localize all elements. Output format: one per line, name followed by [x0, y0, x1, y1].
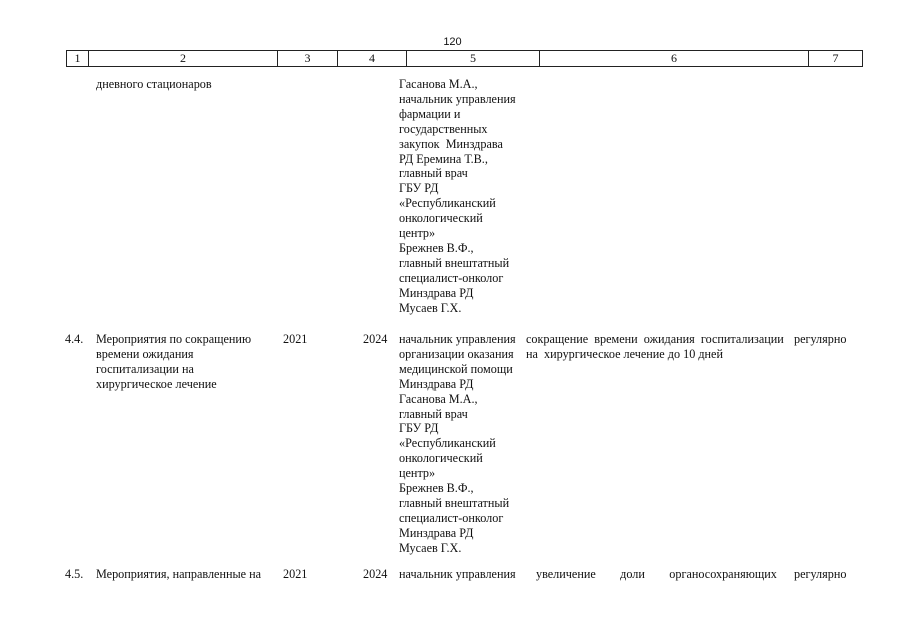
row-4-4-result	[526, 332, 784, 362]
header-col-3: 3	[278, 51, 338, 66]
text-line: главный врач	[399, 166, 468, 181]
text-line: Минздрава РД	[399, 376, 474, 391]
row-4-4-responsible	[399, 332, 516, 556]
header-col-1: 1	[67, 51, 89, 66]
text-line: Брежнев В.Ф.,	[399, 240, 474, 255]
row-4-5-number: 4.5.	[65, 567, 84, 581]
header-col-5: 5	[407, 51, 540, 66]
text-line: Мероприятия по сокращению	[96, 332, 252, 346]
text-line: онкологический	[399, 451, 483, 466]
text-line: государственных	[399, 121, 488, 136]
text-line: онкологический	[399, 211, 483, 226]
text-line: центр»	[399, 226, 436, 241]
row-4-5-result: увеличение доли органосохраняющих	[536, 567, 777, 581]
text-line: госпитализации на	[96, 361, 194, 376]
header-col-2: 2	[89, 51, 278, 66]
row-4-5-frequency: регулярно	[794, 567, 847, 581]
text-line: Гасанова М.А.,	[399, 391, 478, 406]
text-line: центр»	[399, 466, 436, 481]
table-header	[66, 50, 863, 67]
text-line: начальник управления	[399, 332, 516, 346]
text-line: Минздрава РД	[399, 285, 474, 300]
text-line: Минздрава РД	[399, 525, 474, 540]
text-line: главный внештатный	[399, 255, 510, 270]
row-4-4-number: 4.4.	[65, 332, 84, 346]
row-4-4-title	[96, 332, 251, 392]
text-line: на хирургическое лечение до 10 дней	[526, 346, 723, 361]
page-number: 120	[443, 36, 462, 48]
text-line: дневного стационаров	[96, 77, 212, 91]
row-4-5-start-year: 2021	[283, 567, 308, 581]
text-line: РД Еремина Т.В.,	[399, 151, 488, 166]
text-line: организации оказания	[399, 346, 514, 361]
row-4-4-end-year: 2024	[363, 332, 388, 346]
text-line: специалист-онколог	[399, 270, 504, 285]
text-line: Мусаев Г.Х.	[399, 540, 462, 555]
text-line: закупок Минздрава	[399, 136, 503, 151]
text-line: главный внештатный	[399, 495, 510, 510]
text-line: специалист-онколог	[399, 510, 504, 525]
header-col-7: 7	[832, 51, 839, 65]
text-line: ГБУ РД	[399, 421, 439, 436]
text-line: «Республиканский	[399, 436, 496, 451]
text-line: Брежнев В.Ф.,	[399, 481, 474, 496]
text-line: фармации и	[399, 106, 461, 121]
row-4-5-end-year: 2024	[363, 567, 388, 581]
block1-col2-text	[96, 77, 212, 92]
row-4-4-frequency: регулярно	[794, 332, 847, 346]
text-line: главный врач	[399, 406, 468, 421]
text-line: начальник управления	[399, 91, 516, 106]
text-line: хирургическое лечение	[96, 376, 217, 391]
header-col-6: 6	[540, 51, 809, 66]
text-line: ГБУ РД	[399, 181, 439, 196]
text-line: «Республиканский	[399, 196, 496, 211]
text-line: сокращение времени ожидания госпитализации	[526, 332, 784, 346]
row-4-5-responsible: начальник управления	[399, 567, 516, 581]
text-line: медицинской помощи	[399, 361, 513, 376]
block1-col5-responsible	[399, 77, 516, 316]
header-col-4: 4	[338, 51, 407, 66]
text-line: времени ожидания	[96, 346, 194, 361]
text-line: Мусаев Г.Х.	[399, 300, 462, 315]
row-4-4-start-year: 2021	[283, 332, 308, 346]
text-line: Гасанова М.А.,	[399, 77, 478, 91]
row-4-5-title: Мероприятия, направленные на	[96, 567, 262, 581]
